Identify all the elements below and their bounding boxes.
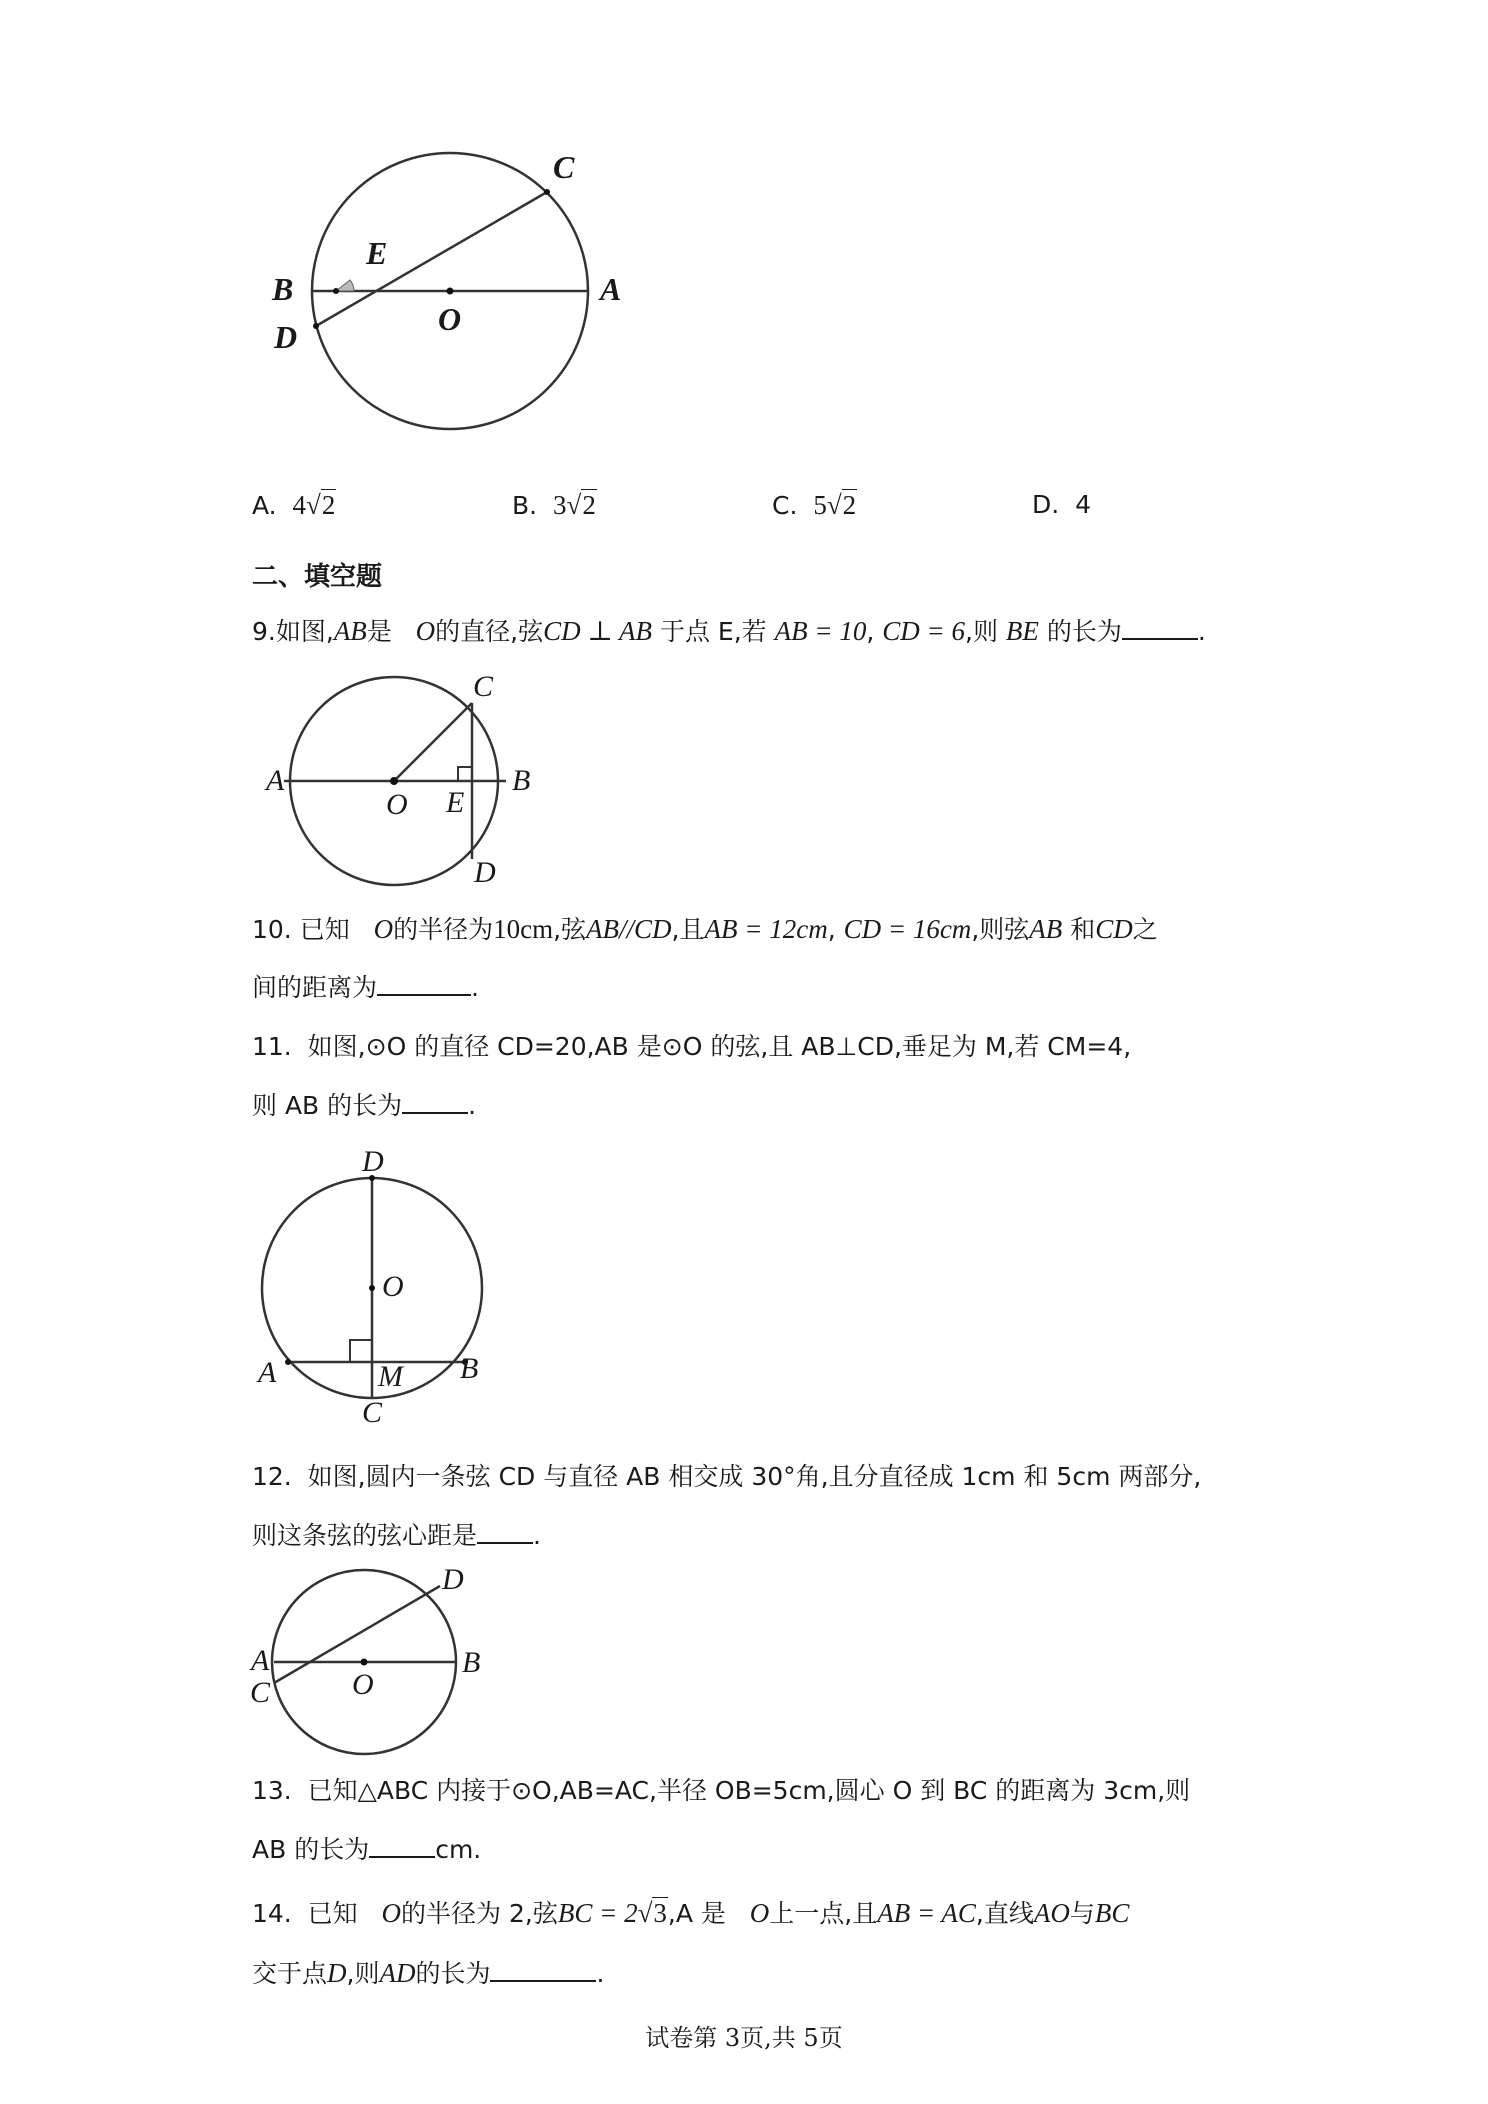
- figure-q9-circle: [260, 668, 550, 898]
- label-d: D: [474, 856, 496, 889]
- label-b: B: [462, 1646, 481, 1679]
- label-o: O: [386, 788, 408, 821]
- label-d: D: [274, 319, 298, 355]
- label-e: E: [366, 235, 388, 271]
- label-c: C: [250, 1676, 271, 1709]
- question-14-line-1: 14. 已知 O的半径为 2,弦BC = 2√3,A 是 O上一点,且AB = AC,直线AO与BC: [252, 1898, 1130, 1928]
- label-c: C: [473, 670, 494, 703]
- label-b: B: [512, 764, 531, 797]
- label-a: A: [600, 271, 622, 307]
- label-o: O: [382, 1270, 404, 1303]
- label-c: C: [553, 149, 575, 185]
- question-12-line-2: 则这条弦的弦心距是 .: [252, 1518, 541, 1553]
- label-c: C: [362, 1396, 383, 1429]
- label-d: D: [362, 1145, 384, 1178]
- answer-blank-13[interactable]: [369, 1832, 435, 1858]
- page-footer: 试卷第 3页,共 5页: [645, 2024, 843, 2052]
- figure-q8-circle: [250, 140, 650, 460]
- section-title: 二、填空题: [252, 562, 383, 592]
- question-11-line-2: 则 AB 的长为 .: [252, 1088, 476, 1123]
- question-13-line-1: 13. 已知△ABC 内接于⊙O,AB=AC,半径 OB=5cm,圆心 O 到 BC 的距离为 3cm,则: [252, 1776, 1191, 1805]
- label-o: O: [352, 1668, 374, 1701]
- label-a: A: [258, 1356, 277, 1389]
- question-14-line-2: 交于点D,则AD的长为 .: [252, 1958, 605, 1988]
- option-d: D. 4: [1032, 490, 1092, 519]
- question-10-line-2: 间的距离为 .: [252, 970, 479, 1005]
- question-9: 9.如图,AB是 O的直径,弦CD ⊥ AB 于点 E,若 AB = 10, CD = 6,则 BE 的长为 .: [252, 616, 1206, 646]
- question-10-line-1: 10. 已知 O的半径为10cm,弦AB//CD,且AB = 12cm, CD = 16cm,则弦AB 和CD之: [252, 914, 1158, 944]
- option-a: A. 4√2: [252, 490, 336, 520]
- answer-blank-11[interactable]: [402, 1088, 468, 1114]
- option-b: B. 3√2: [512, 490, 596, 520]
- answer-blank-10[interactable]: [377, 970, 471, 996]
- question-12-line-1: 12. 如图,圆内一条弦 CD 与直径 AB 相交成 30°角,且分直径成 1cm 和 5cm 两部分,: [252, 1462, 1202, 1491]
- label-a: A: [266, 764, 285, 797]
- label-a: A: [251, 1644, 270, 1677]
- answer-blank-14[interactable]: [490, 1956, 596, 1982]
- question-11-line-1: 11. 如图,⊙O 的直径 CD=20,AB 是⊙O 的弦,且 AB⊥CD,垂足为 M,若 CM=4,: [252, 1032, 1132, 1061]
- label-m: M: [378, 1360, 403, 1393]
- answer-blank-9[interactable]: [1122, 614, 1198, 640]
- label-d: D: [442, 1563, 464, 1596]
- answer-blank-12[interactable]: [477, 1518, 533, 1544]
- label-o: O: [438, 301, 462, 337]
- option-c: C. 5√2: [772, 490, 857, 520]
- figure-q11-circle: [250, 1146, 510, 1430]
- label-b: B: [272, 271, 294, 307]
- question-13-line-2: AB 的长为 cm.: [252, 1832, 481, 1867]
- label-b: B: [460, 1352, 479, 1385]
- figure-q12-circle: [246, 1564, 496, 1764]
- label-e: E: [446, 786, 465, 819]
